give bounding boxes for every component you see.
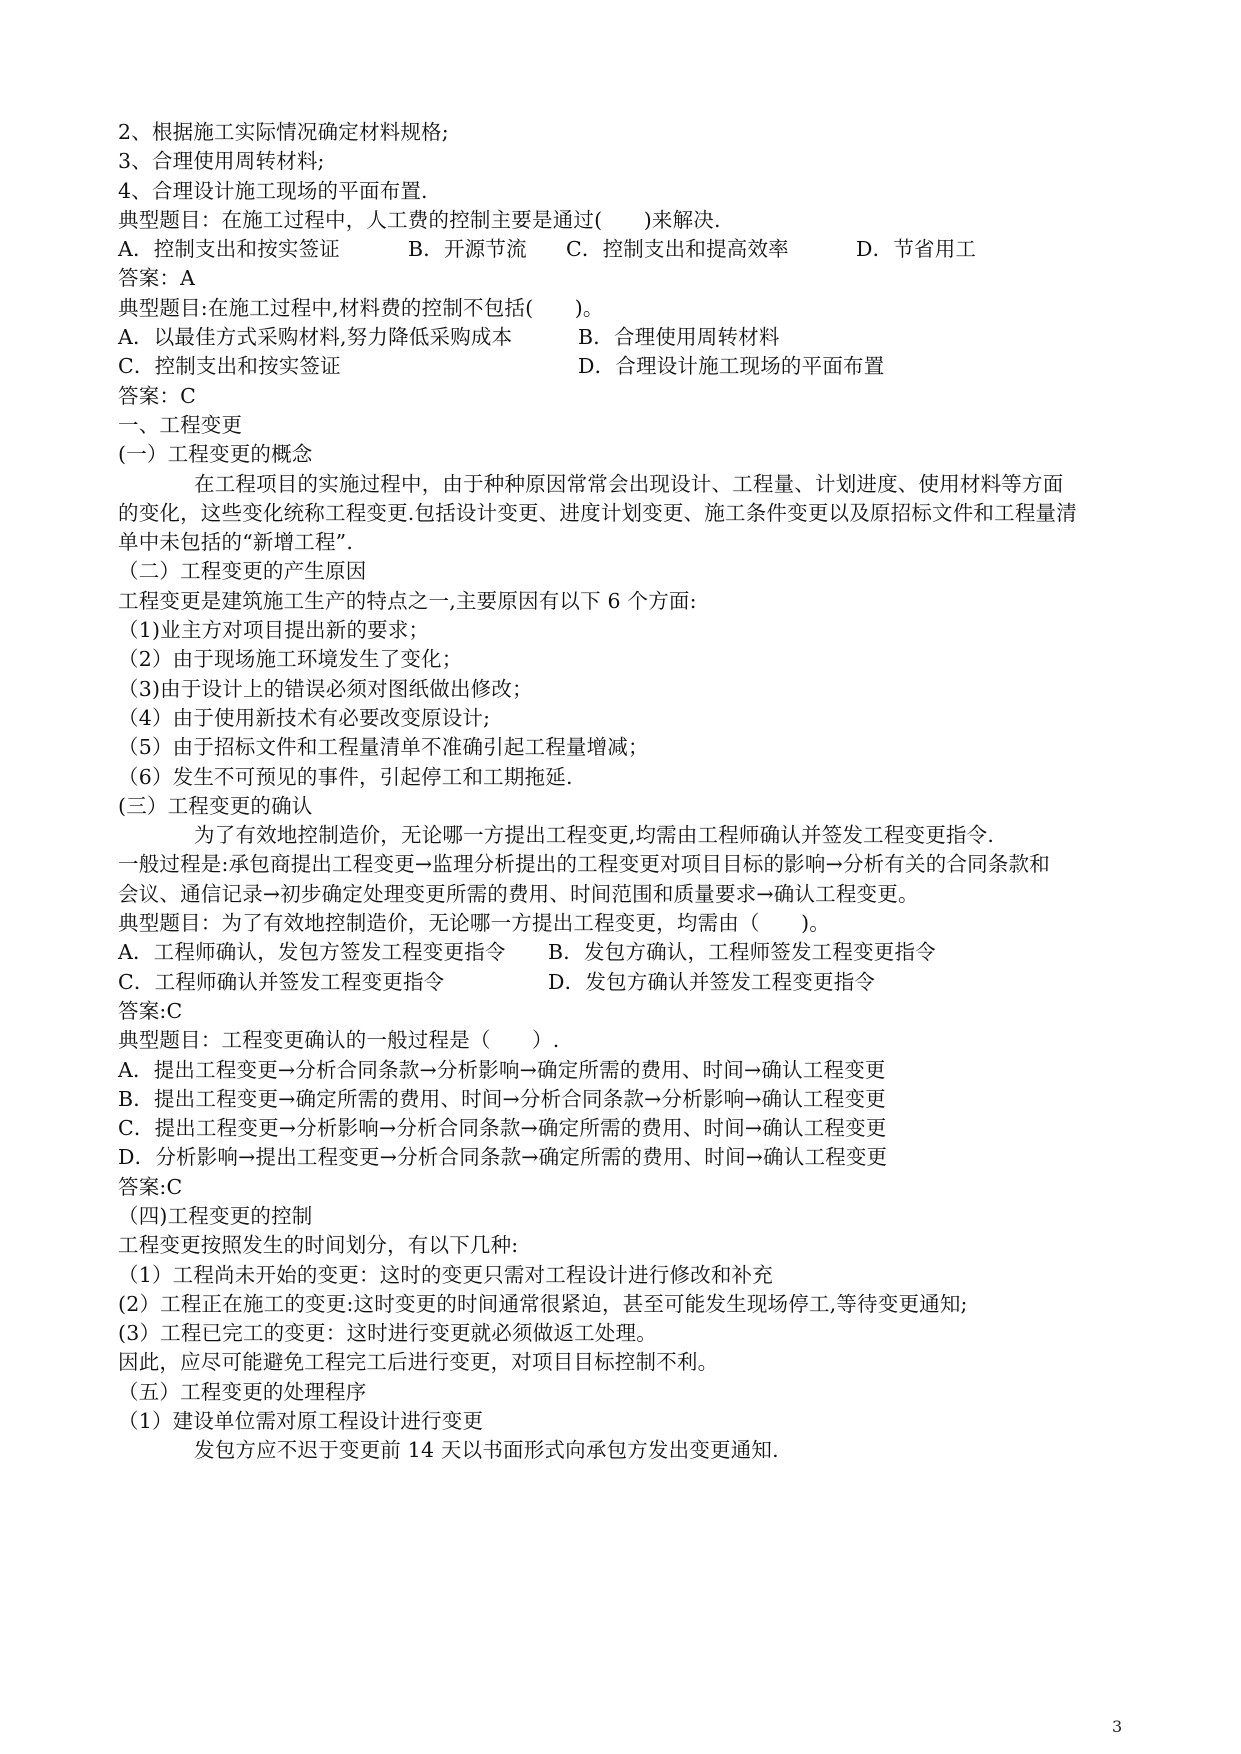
- list-item: （3)由于设计上的错误必须对图纸做出修改；: [118, 676, 533, 701]
- list-item: （1）工程尚未开始的变更：这时的变更只需对工程设计进行修改和补充: [118, 1262, 773, 1287]
- option-a: A．控制支出和按实签证: [118, 237, 341, 262]
- question-1-options: [118, 235, 1128, 264]
- paragraph-line: 的变化，这些变化统称工程变更.包括设计变更、进度计划变更、施工条件变更以及原招标文件和工程量清: [118, 500, 1077, 525]
- paragraph-line: 为了有效地控制造价，无论哪一方提出工程变更,均需由工程师确认并签发工程变更指令.: [194, 823, 995, 848]
- question-2-options-row-1: [118, 323, 1128, 352]
- question-1: 典型题目：在施工过程中，人工费的控制主要是通过( )来解决.: [118, 207, 721, 232]
- option-b: B．开源节流: [408, 237, 527, 262]
- text-line: 4、合理设计施工现场的平面布置.: [118, 178, 428, 203]
- option-d: D．节省用工: [856, 237, 977, 262]
- paragraph-line: 工程变更按照发生的时间划分，有以下几种:: [118, 1233, 519, 1258]
- paragraph-line: 工程变更是建筑施工生产的特点之一,主要原因有以下 6 个方面:: [118, 588, 697, 613]
- paragraph-line: 一般过程是:承包商提出工程变更→监理分析提出的工程变更对项目目标的影响→分析有关的合同条款和: [118, 852, 1050, 877]
- subsection-heading: (一）工程变更的概念: [118, 442, 313, 467]
- option-c: C．工程师确认并签发工程变更指令: [118, 969, 445, 994]
- option-a: A．以最佳方式采购材料,努力降低采购成本: [118, 325, 513, 350]
- subsection-heading: （二）工程变更的产生原因: [118, 559, 367, 584]
- question-2-options-row-2: [118, 352, 1128, 381]
- option-b: B．合理使用周转材料: [578, 325, 780, 350]
- paragraph-line: 在工程项目的实施过程中，由于种种原因常常会出现设计、工程量、计划进度、使用材料等方面: [194, 471, 1064, 496]
- paragraph-line: 发包方应不迟于变更前 14 天以书面形式向承包方发出变更通知.: [194, 1438, 779, 1463]
- question-2: 典型题目:在施工过程中,材料费的控制不包括( )。: [118, 295, 604, 320]
- list-item: （2）由于现场施工环境发生了变化；: [118, 647, 463, 672]
- answer-3: 答案:C: [118, 998, 183, 1023]
- subsection-heading: （四)工程变更的控制: [118, 1203, 313, 1228]
- option-c: C．控制支出和按实签证: [118, 354, 341, 379]
- answer-2: 答案：C: [118, 383, 196, 408]
- question-3-options-row-2: [118, 968, 1128, 997]
- list-item: (2）工程正在施工的变更:这时变更的时间通常很紧迫，甚至可能发生现场停工,等待变更通知;: [118, 1291, 968, 1316]
- option-c: C．控制支出和提高效率: [566, 237, 789, 262]
- list-item: （6）发生不可预见的事件，引起停工和工期拖延.: [118, 764, 573, 789]
- list-item: （5）由于招标文件和工程量清单不准确引起工程量增减；: [118, 735, 649, 760]
- question-3: 典型题目：为了有效地控制造价，无论哪一方提出工程变更，均需由（ )。: [118, 911, 830, 936]
- option-d: D．发包方确认并签发工程变更指令: [548, 969, 876, 994]
- answer-1: 答案：A: [118, 266, 196, 291]
- question-3-options-row-1: [118, 938, 1128, 967]
- text-line: 2、根据施工实际情况确定材料规格;: [118, 120, 449, 144]
- list-item: （4）由于使用新技术有必要改变原设计;: [118, 705, 491, 730]
- option-a: A．提出工程变更→分析合同条款→分析影响→确定所需的费用、时间→确认工程变更: [118, 1057, 886, 1082]
- page-content: [118, 118, 1128, 1466]
- paragraph-line: 因此，应尽可能避免工程完工后进行变更，对项目目标控制不利。: [118, 1350, 719, 1375]
- list-item: (3）工程已完工的变更：这时进行变更就必须做返工处理。: [118, 1321, 657, 1346]
- option-b: B．发包方确认，工程师签发工程变更指令: [548, 940, 936, 965]
- section-heading: 一、工程变更: [118, 412, 243, 437]
- text-line: 3、合理使用周转材料;: [118, 149, 325, 174]
- option-b: B．提出工程变更→确定所需的费用、时间→分析合同条款→分析影响→确认工程变更: [118, 1086, 886, 1111]
- question-4: 典型题目：工程变更确认的一般过程是（ ）.: [118, 1028, 560, 1053]
- paragraph-line: 会议、通信记录→初步确定处理变更所需的费用、时间范围和质量要求→确认工程变更。: [118, 881, 919, 906]
- paragraph-line: 单中未包括的“新增工程”.: [118, 530, 354, 555]
- list-item: （1）建设单位需对原工程设计进行变更: [118, 1409, 484, 1434]
- option-d: D．分析影响→提出工程变更→分析合同条款→确定所需的费用、时间→确认工程变更: [118, 1145, 888, 1170]
- page-number: 3: [1112, 1717, 1123, 1736]
- option-d: D．合理设计施工现场的平面布置: [578, 354, 885, 379]
- option-a: A．工程师确认，发包方签发工程变更指令: [118, 940, 506, 965]
- answer-4: 答案:C: [118, 1174, 183, 1199]
- option-c: C．提出工程变更→分析影响→分析合同条款→确定所需的费用、时间→确认工程变更: [118, 1116, 887, 1141]
- list-item: （1)业主方对项目提出新的要求；: [118, 618, 430, 643]
- subsection-heading: (三）工程变更的确认: [118, 793, 313, 818]
- subsection-heading: （五）工程变更的处理程序: [118, 1379, 367, 1404]
